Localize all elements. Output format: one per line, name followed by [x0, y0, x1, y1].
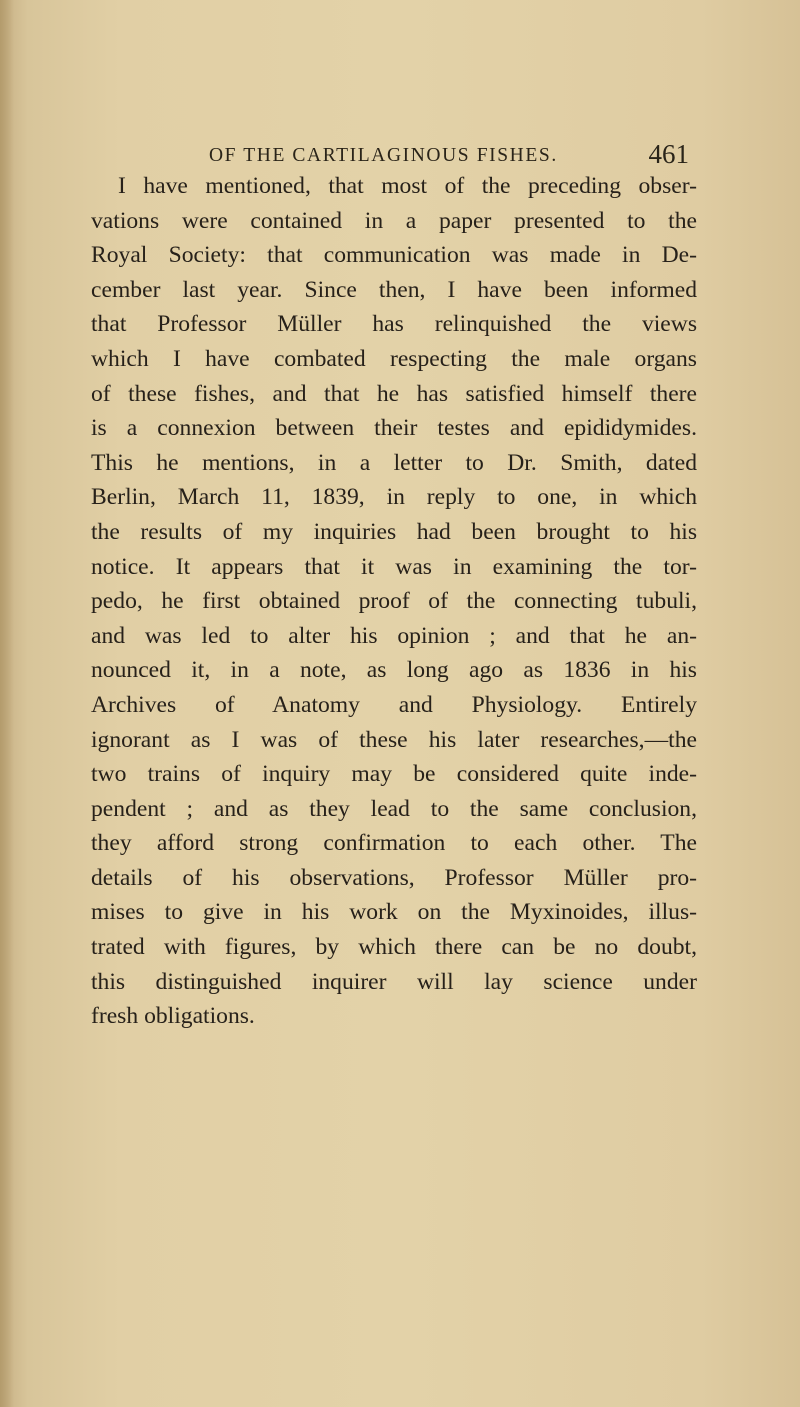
- text-line: Royal Society: that communication was made in De-: [91, 242, 697, 269]
- text-line: two trains of inquiry may be considered quite inde-: [91, 761, 697, 788]
- text-line: which I have combated respecting the male organs: [91, 345, 697, 372]
- text-line: Archives of Anatomy and Physiology. Entirely: [91, 691, 697, 718]
- body-paragraph: [91, 169, 697, 1034]
- text-line: Berlin, March 11, 1839, in reply to one, in which: [91, 484, 697, 511]
- text-line: This he mentions, in a letter to Dr. Smith, dated: [91, 449, 697, 476]
- text-line: details of his observations, Professor Müller pro-: [91, 864, 697, 891]
- spine-shadow: [0, 0, 14, 1407]
- text-line: fresh obligations.: [91, 1003, 255, 1030]
- running-head-title: OF THE CARTILAGINOUS FISHES.: [209, 145, 558, 166]
- text-line: the results of my inquiries had been brought to his: [91, 518, 697, 545]
- text-line: that Professor Müller has relinquished the views: [91, 311, 697, 338]
- text-line: cember last year. Since then, I have been informed: [91, 276, 697, 303]
- text-line: pendent ; and as they lead to the same conclusion,: [91, 795, 697, 822]
- text-line: they afford strong confirmation to each other. The: [91, 830, 697, 857]
- text-line: vations were contained in a paper presented to the: [91, 207, 697, 234]
- text-line: mises to give in his work on the Myxinoides, illus-: [91, 899, 697, 926]
- text-line: trated with figures, by which there can be no doubt,: [91, 934, 697, 961]
- text-line: and was led to alter his opinion ; and that he an-: [91, 622, 697, 649]
- text-line: of these fishes, and that he has satisfied himself there: [91, 380, 697, 407]
- text-line: this distinguished inquirer will lay science under: [91, 968, 697, 995]
- page-number: 461: [648, 139, 689, 169]
- text-line: notice. It appears that it was in examining the tor-: [91, 553, 697, 580]
- text-line: I have mentioned, that most of the preceding obser-: [118, 173, 697, 199]
- text-line: is a connexion between their testes and epididymides.: [91, 415, 697, 442]
- text-line: nounced it, in a note, as long ago as 1836 in his: [91, 657, 697, 684]
- text-line: ignorant as I was of these his later researches,—the: [91, 726, 697, 753]
- text-line: pedo, he first obtained proof of the connecting tubuli,: [91, 588, 697, 615]
